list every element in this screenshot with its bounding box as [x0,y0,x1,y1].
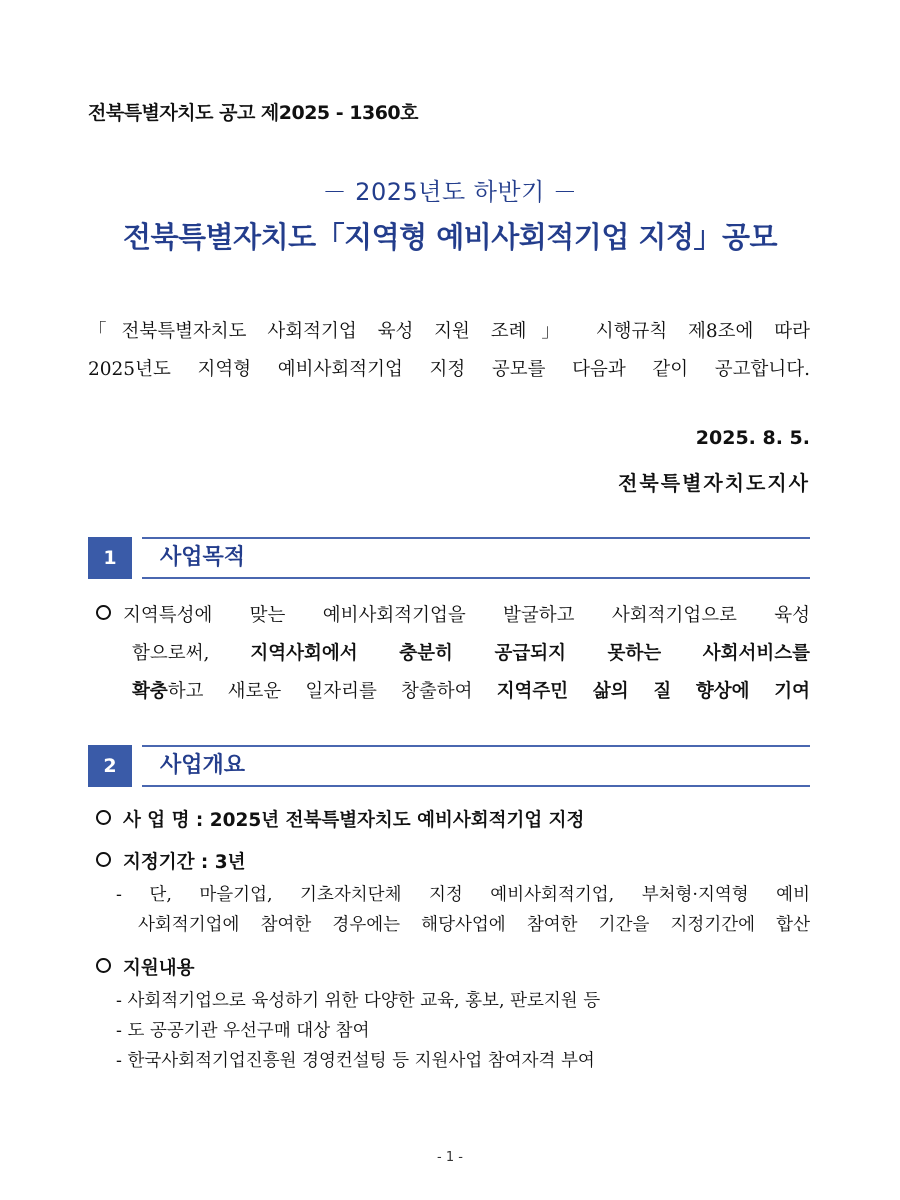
section-1-number: 1 [88,537,132,579]
section-2-title: 사업개요 [160,753,246,778]
section-2-bottom-rule [142,785,810,787]
section-2-header [88,745,810,787]
designation-period-row [96,848,810,874]
period-note-line-2: 사회적기업에 참여한 경우에는 해당사업에 참여한 기간을 지정기간에 합산 [138,915,810,935]
project-name: 사 업 명 : 2025년 전북특별자치도 예비사회적기업 지정 [123,810,585,831]
intro-paragraph [88,313,810,389]
purpose-text-3: 하고 새로운 일자리를 창출하여 [167,681,497,702]
support-list [116,986,810,1076]
section-1-line-1 [96,597,810,635]
document-title: 전북특별자치도「지역형 예비사회적기업 지정」공모 [123,220,777,254]
bullet-circle-icon [96,958,111,973]
section-1-line-3 [96,673,810,711]
support-heading: 지원내용 [123,958,195,979]
purpose-text-2: 함으로써, [132,643,251,664]
support-item: - 한국사회적기업진흥원 경영컨설팅 등 지원사업 참여자격 부여 [116,1051,595,1071]
support-item: - 사회적기업으로 육성하기 위한 다양한 교육, 홍보, 판로지원 등 [116,991,601,1011]
purpose-emphasis-3: 지역주민 삶의 질 향상에 기여 [496,681,810,702]
section-1-header [88,537,810,579]
purpose-emphasis-1: 지역사회에서 충분히 공급되지 못하는 사회서비스를 [250,643,810,664]
section-2-number: 2 [88,745,132,787]
bullet-circle-icon [96,852,111,867]
period-note [116,880,810,940]
section-1-line-2 [96,635,810,673]
support-heading-row [96,954,810,980]
purpose-text-1: 지역특성에 맞는 예비사회적기업을 발굴하고 사회적기업으로 육성 [123,605,810,626]
project-name-row [96,806,810,832]
bullet-circle-icon [96,605,111,620]
page-number: - 1 - [437,1150,463,1165]
intro-line-1: 「전북특별자치도 사회적기업 육성 지원 조례」 시행규칙 제8조에 따라 [88,321,810,342]
section-1-title: 사업목적 [160,545,246,570]
bullet-circle-icon [96,810,111,825]
section-1-bottom-rule [142,577,810,579]
period-note-line-1: - 단, 마을기업, 기초자치단체 지정 예비사회적기업, 부처형·지역형 예비 [116,885,810,905]
document-subtitle: － 2025년도 하반기 － [322,178,578,206]
section-1-bullet [96,597,810,711]
notice-number: 전북특별자치도 공고 제2025 - 1360호 [88,102,419,124]
issuer-name: 전북특별자치도지사 [618,471,810,495]
announcement-date: 2025. 8. 5. [695,427,810,449]
intro-line-2: 2025년도 지역형 예비사회적기업 지정 공모를 다음과 같이 공고합니다. [88,359,810,380]
purpose-emphasis-2: 확충 [132,681,168,702]
designation-period: 지정기간 : 3년 [123,852,246,873]
support-item: - 도 공공기관 우선구매 대상 참여 [116,1021,370,1041]
